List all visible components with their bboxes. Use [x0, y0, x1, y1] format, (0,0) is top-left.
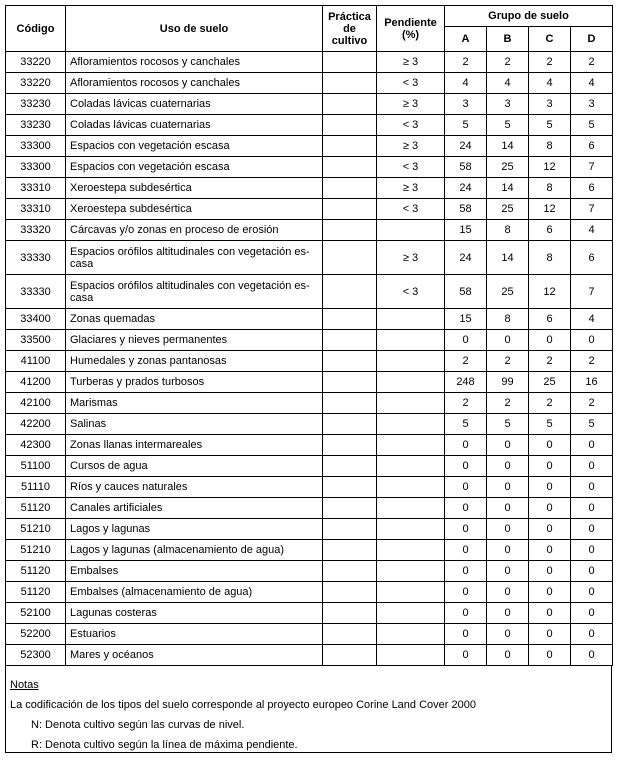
- cell-grupo-a: 15: [445, 220, 487, 241]
- cell-pendiente: < 3: [377, 115, 445, 136]
- cell-codigo: 33500: [6, 330, 66, 351]
- cell-grupo-b: 14: [487, 178, 529, 199]
- cell-grupo-a: 58: [445, 199, 487, 220]
- cell-grupo-b: 0: [487, 603, 529, 624]
- cell-pendiente: [377, 435, 445, 456]
- cell-grupo-c: 0: [529, 624, 571, 645]
- cell-grupo-d: 2: [571, 52, 613, 73]
- cell-pendiente: ≥ 3: [377, 94, 445, 115]
- cell-uso-suelo: Salinas: [66, 414, 323, 435]
- cell-pendiente: < 3: [377, 157, 445, 178]
- cell-pendiente: [377, 645, 445, 666]
- cell-codigo: 33300: [6, 136, 66, 157]
- header-grupo-b: B: [487, 27, 529, 52]
- cell-uso-suelo: Marismas: [66, 393, 323, 414]
- cell-grupo-d: 0: [571, 603, 613, 624]
- cell-grupo-b: 0: [487, 498, 529, 519]
- cell-grupo-d: 0: [571, 561, 613, 582]
- cell-grupo-a: 58: [445, 157, 487, 178]
- cell-grupo-a: 4: [445, 73, 487, 94]
- cell-practica: [323, 393, 377, 414]
- cell-practica: [323, 241, 377, 275]
- cell-practica: [323, 540, 377, 561]
- cell-grupo-c: 6: [529, 220, 571, 241]
- cell-pendiente: [377, 477, 445, 498]
- cell-grupo-b: 0: [487, 582, 529, 603]
- notes-title: Notas: [10, 679, 39, 691]
- cell-grupo-b: 14: [487, 136, 529, 157]
- cell-grupo-a: 2: [445, 393, 487, 414]
- cell-codigo: 33220: [6, 52, 66, 73]
- cell-pendiente: [377, 351, 445, 372]
- cell-pendiente: [377, 309, 445, 330]
- cell-uso-suelo: Xeroestepa subdesértica: [66, 178, 323, 199]
- cell-grupo-c: 2: [529, 393, 571, 414]
- cell-grupo-d: 5: [571, 414, 613, 435]
- cell-grupo-d: 4: [571, 220, 613, 241]
- cell-grupo-a: 2: [445, 52, 487, 73]
- cell-uso-suelo: Xeroestepa subdesértica: [66, 199, 323, 220]
- cell-pendiente: [377, 519, 445, 540]
- cell-grupo-d: 0: [571, 477, 613, 498]
- cell-uso-suelo: Turberas y prados turbosos: [66, 372, 323, 393]
- cell-pendiente: [377, 498, 445, 519]
- cell-grupo-a: 0: [445, 477, 487, 498]
- cell-grupo-d: 0: [571, 582, 613, 603]
- cell-codigo: 33220: [6, 73, 66, 94]
- cell-codigo: 41100: [6, 351, 66, 372]
- cell-grupo-b: 14: [487, 241, 529, 275]
- cell-grupo-c: 3: [529, 94, 571, 115]
- cell-grupo-a: 0: [445, 519, 487, 540]
- cell-uso-suelo: Espacios con vegetación escasa: [66, 136, 323, 157]
- table-row: [6, 330, 613, 351]
- header-practica-cultivo: Práctica de cultivo: [323, 6, 377, 52]
- cell-practica: [323, 372, 377, 393]
- table-row: [6, 372, 613, 393]
- cell-practica: [323, 351, 377, 372]
- cell-grupo-a: 24: [445, 178, 487, 199]
- header-codigo: Código: [6, 6, 66, 52]
- cell-codigo: 52300: [6, 645, 66, 666]
- cell-grupo-b: 5: [487, 414, 529, 435]
- cell-grupo-b: 0: [487, 540, 529, 561]
- table-row: [6, 178, 613, 199]
- cell-codigo: 51210: [6, 540, 66, 561]
- cell-practica: [323, 603, 377, 624]
- cell-codigo: 51110: [6, 477, 66, 498]
- table-row: [6, 603, 613, 624]
- table-row: [6, 519, 613, 540]
- cell-grupo-d: 16: [571, 372, 613, 393]
- cell-grupo-b: 2: [487, 351, 529, 372]
- table-row: [6, 275, 613, 309]
- cell-uso-suelo: Humedales y zonas pantanosas: [66, 351, 323, 372]
- cell-uso-suelo: Espacios con vegetación escasa: [66, 157, 323, 178]
- cell-grupo-a: 248: [445, 372, 487, 393]
- cell-practica: [323, 73, 377, 94]
- cell-grupo-b: 8: [487, 309, 529, 330]
- cell-codigo: 33320: [6, 220, 66, 241]
- cell-grupo-d: 0: [571, 645, 613, 666]
- notes-line-r: R: Denota cultivo según la línea de máxima pendiente.: [31, 739, 298, 751]
- cell-codigo: 42300: [6, 435, 66, 456]
- header-grupo-c: C: [529, 27, 571, 52]
- cell-practica: [323, 94, 377, 115]
- cell-grupo-b: 0: [487, 519, 529, 540]
- cell-grupo-b: 2: [487, 52, 529, 73]
- cell-grupo-c: 8: [529, 241, 571, 275]
- cell-grupo-c: 12: [529, 275, 571, 309]
- cell-grupo-b: 3: [487, 94, 529, 115]
- cell-practica: [323, 645, 377, 666]
- cell-codigo: 42200: [6, 414, 66, 435]
- cell-uso-suelo: Embalses: [66, 561, 323, 582]
- cell-codigo: 51100: [6, 456, 66, 477]
- table-row: [6, 220, 613, 241]
- header-grupo-suelo: Grupo de suelo: [445, 6, 613, 27]
- cell-practica: [323, 456, 377, 477]
- cell-practica: [323, 275, 377, 309]
- cell-grupo-c: 0: [529, 603, 571, 624]
- cell-grupo-c: 0: [529, 330, 571, 351]
- cell-grupo-b: 8: [487, 220, 529, 241]
- cell-grupo-d: 4: [571, 309, 613, 330]
- cell-pendiente: ≥ 3: [377, 178, 445, 199]
- cell-grupo-d: 0: [571, 519, 613, 540]
- table-row: [6, 498, 613, 519]
- cell-grupo-a: 0: [445, 582, 487, 603]
- cell-uso-suelo: Estuarios: [66, 624, 323, 645]
- cell-grupo-c: 12: [529, 199, 571, 220]
- cell-grupo-c: 0: [529, 582, 571, 603]
- table-row: [6, 435, 613, 456]
- cell-grupo-c: 8: [529, 178, 571, 199]
- cell-practica: [323, 52, 377, 73]
- cell-uso-suelo: Glaciares y nieves permanentes: [66, 330, 323, 351]
- cell-grupo-c: 8: [529, 136, 571, 157]
- cell-grupo-c: 0: [529, 561, 571, 582]
- cell-grupo-d: 0: [571, 456, 613, 477]
- cell-codigo: 51210: [6, 519, 66, 540]
- cell-grupo-a: 24: [445, 136, 487, 157]
- cell-pendiente: [377, 561, 445, 582]
- table-row: [6, 241, 613, 275]
- cell-uso-suelo: Coladas lávicas cuaternarias: [66, 115, 323, 136]
- cell-grupo-a: 0: [445, 330, 487, 351]
- cell-practica: [323, 115, 377, 136]
- cell-grupo-d: 2: [571, 351, 613, 372]
- cell-pendiente: < 3: [377, 73, 445, 94]
- cell-practica: [323, 309, 377, 330]
- header-pendiente: Pendiente (%): [377, 6, 445, 52]
- cell-grupo-c: 2: [529, 52, 571, 73]
- cell-grupo-d: 0: [571, 330, 613, 351]
- cell-uso-suelo: Zonas quemadas: [66, 309, 323, 330]
- cell-grupo-a: 24: [445, 241, 487, 275]
- cell-uso-suelo: Lagunas costeras: [66, 603, 323, 624]
- table-row: [6, 115, 613, 136]
- cell-grupo-a: 3: [445, 94, 487, 115]
- cell-grupo-a: 5: [445, 414, 487, 435]
- table-row: [6, 52, 613, 73]
- cell-grupo-b: 0: [487, 624, 529, 645]
- table-row: [6, 351, 613, 372]
- cell-practica: [323, 199, 377, 220]
- cell-grupo-a: 0: [445, 561, 487, 582]
- cell-grupo-c: 0: [529, 435, 571, 456]
- table-row: [6, 309, 613, 330]
- cell-uso-suelo: Canales artificiales: [66, 498, 323, 519]
- cell-grupo-c: 0: [529, 519, 571, 540]
- cell-pendiente: ≥ 3: [377, 241, 445, 275]
- cell-codigo: 41200: [6, 372, 66, 393]
- cell-codigo: 33400: [6, 309, 66, 330]
- cell-grupo-c: 0: [529, 645, 571, 666]
- cell-pendiente: [377, 540, 445, 561]
- cell-grupo-d: 0: [571, 624, 613, 645]
- cell-practica: [323, 477, 377, 498]
- cell-codigo: 33330: [6, 275, 66, 309]
- cell-grupo-b: 99: [487, 372, 529, 393]
- cell-grupo-b: 25: [487, 275, 529, 309]
- header-uso-suelo: Uso de suelo: [66, 6, 323, 52]
- cell-grupo-c: 5: [529, 414, 571, 435]
- cell-codigo: 33310: [6, 178, 66, 199]
- cell-grupo-b: 0: [487, 561, 529, 582]
- cell-practica: [323, 435, 377, 456]
- cell-grupo-a: 0: [445, 498, 487, 519]
- cell-codigo: 52100: [6, 603, 66, 624]
- cell-grupo-c: 25: [529, 372, 571, 393]
- cell-pendiente: [377, 582, 445, 603]
- cell-uso-suelo: Lagos y lagunas: [66, 519, 323, 540]
- cell-pendiente: [377, 220, 445, 241]
- cell-grupo-b: 2: [487, 393, 529, 414]
- cell-grupo-b: 4: [487, 73, 529, 94]
- cell-practica: [323, 178, 377, 199]
- soil-use-table: [5, 5, 613, 666]
- cell-grupo-c: 6: [529, 309, 571, 330]
- cell-pendiente: [377, 414, 445, 435]
- table-row: [6, 477, 613, 498]
- cell-codigo: 33300: [6, 157, 66, 178]
- table-row: [6, 393, 613, 414]
- cell-grupo-a: 0: [445, 435, 487, 456]
- cell-practica: [323, 414, 377, 435]
- cell-grupo-a: 5: [445, 115, 487, 136]
- cell-grupo-d: 6: [571, 178, 613, 199]
- cell-uso-suelo: Afloramientos rocosos y canchales: [66, 52, 323, 73]
- cell-grupo-d: 0: [571, 435, 613, 456]
- cell-pendiente: ≥ 3: [377, 52, 445, 73]
- cell-codigo: 33330: [6, 241, 66, 275]
- cell-grupo-c: 0: [529, 477, 571, 498]
- cell-grupo-b: 0: [487, 330, 529, 351]
- cell-grupo-b: 0: [487, 477, 529, 498]
- cell-codigo: 51120: [6, 498, 66, 519]
- cell-pendiente: [377, 330, 445, 351]
- cell-uso-suelo: Coladas lávicas cuaternarias: [66, 94, 323, 115]
- cell-uso-suelo: Cursos de agua: [66, 456, 323, 477]
- cell-grupo-a: 0: [445, 624, 487, 645]
- cell-pendiente: < 3: [377, 275, 445, 309]
- cell-pendiente: [377, 456, 445, 477]
- notes-line-corine: La codificación de los tipos del suelo corresponde al proyecto europeo Corine Land Cover 2000: [10, 699, 476, 711]
- cell-pendiente: < 3: [377, 199, 445, 220]
- cell-grupo-d: 5: [571, 115, 613, 136]
- cell-uso-suelo: Espacios orófilos altitudinales con vegetación es-casa: [66, 241, 323, 275]
- cell-grupo-b: 25: [487, 157, 529, 178]
- cell-codigo: 33230: [6, 115, 66, 136]
- cell-grupo-b: 5: [487, 115, 529, 136]
- cell-practica: [323, 561, 377, 582]
- cell-codigo: 52200: [6, 624, 66, 645]
- cell-practica: [323, 498, 377, 519]
- cell-grupo-d: 7: [571, 199, 613, 220]
- cell-grupo-a: 58: [445, 275, 487, 309]
- cell-pendiente: [377, 624, 445, 645]
- cell-practica: [323, 136, 377, 157]
- document-page: [5, 5, 612, 753]
- table-row: [6, 94, 613, 115]
- cell-codigo: 51120: [6, 582, 66, 603]
- cell-codigo: 33310: [6, 199, 66, 220]
- cell-uso-suelo: Ríos y cauces naturales: [66, 477, 323, 498]
- cell-grupo-b: 0: [487, 645, 529, 666]
- cell-grupo-d: 2: [571, 393, 613, 414]
- cell-grupo-d: 0: [571, 498, 613, 519]
- cell-grupo-d: 7: [571, 157, 613, 178]
- cell-grupo-d: 6: [571, 136, 613, 157]
- cell-grupo-d: 0: [571, 540, 613, 561]
- cell-grupo-c: 0: [529, 456, 571, 477]
- table-row: [6, 624, 613, 645]
- cell-codigo: 33230: [6, 94, 66, 115]
- cell-codigo: 51120: [6, 561, 66, 582]
- cell-grupo-a: 15: [445, 309, 487, 330]
- cell-practica: [323, 330, 377, 351]
- cell-grupo-c: 2: [529, 351, 571, 372]
- cell-grupo-b: 25: [487, 199, 529, 220]
- cell-grupo-c: 0: [529, 540, 571, 561]
- cell-practica: [323, 624, 377, 645]
- header-grupo-a: A: [445, 27, 487, 52]
- cell-grupo-b: 0: [487, 456, 529, 477]
- cell-uso-suelo: Cárcavas y/o zonas en proceso de erosión: [66, 220, 323, 241]
- cell-grupo-a: 0: [445, 603, 487, 624]
- cell-practica: [323, 220, 377, 241]
- cell-practica: [323, 157, 377, 178]
- cell-practica: [323, 582, 377, 603]
- table-header: [6, 6, 613, 52]
- cell-uso-suelo: Espacios orófilos altitudinales con vegetación es-casa: [66, 275, 323, 309]
- cell-grupo-a: 0: [445, 540, 487, 561]
- table-row: [6, 199, 613, 220]
- cell-pendiente: [377, 393, 445, 414]
- cell-grupo-d: 7: [571, 275, 613, 309]
- table-row: [6, 456, 613, 477]
- cell-grupo-c: 5: [529, 115, 571, 136]
- cell-uso-suelo: Lagos y lagunas (almacenamiento de agua): [66, 540, 323, 561]
- table-row: [6, 136, 613, 157]
- cell-grupo-b: 0: [487, 435, 529, 456]
- cell-grupo-c: 12: [529, 157, 571, 178]
- cell-grupo-d: 4: [571, 73, 613, 94]
- table-row: [6, 561, 613, 582]
- table-row: [6, 157, 613, 178]
- cell-grupo-a: 2: [445, 351, 487, 372]
- cell-pendiente: [377, 372, 445, 393]
- table-row: [6, 645, 613, 666]
- cell-uso-suelo: Mares y océanos: [66, 645, 323, 666]
- cell-pendiente: ≥ 3: [377, 136, 445, 157]
- cell-grupo-c: 0: [529, 498, 571, 519]
- cell-grupo-d: 3: [571, 94, 613, 115]
- cell-grupo-d: 6: [571, 241, 613, 275]
- cell-uso-suelo: Embalses (almacenamiento de agua): [66, 582, 323, 603]
- notes-box: [5, 666, 612, 753]
- cell-codigo: 42100: [6, 393, 66, 414]
- table-body: [6, 52, 613, 666]
- cell-uso-suelo: Zonas llanas intermareales: [66, 435, 323, 456]
- cell-grupo-c: 4: [529, 73, 571, 94]
- table-row: [6, 414, 613, 435]
- table-row: [6, 540, 613, 561]
- cell-grupo-a: 0: [445, 645, 487, 666]
- header-grupo-d: D: [571, 27, 613, 52]
- cell-practica: [323, 519, 377, 540]
- notes-line-n: N: Denota cultivo según las curvas de nivel.: [31, 719, 245, 731]
- cell-pendiente: [377, 603, 445, 624]
- cell-uso-suelo: Afloramientos rocosos y canchales: [66, 73, 323, 94]
- cell-grupo-a: 0: [445, 456, 487, 477]
- table-row: [6, 582, 613, 603]
- table-row: [6, 73, 613, 94]
